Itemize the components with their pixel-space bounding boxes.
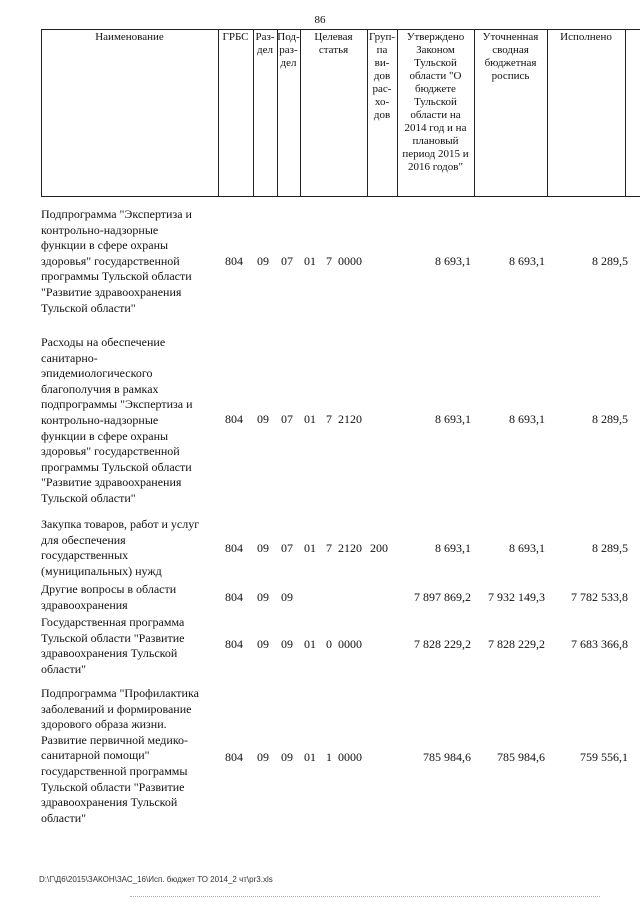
file-path-footer: D:\Г\Д6\2015\ЗАКОН\ЗАС_16\Исп. бюджет ТО 2014_2 чт\pr3.xls xyxy=(39,875,273,884)
header-grbs: ГРБС xyxy=(222,31,249,43)
approved-value: 7 828 229,2 xyxy=(414,637,471,651)
target-part-3: 0000 xyxy=(338,750,362,764)
header-name: Наименование xyxy=(95,31,164,43)
razdel-code: 09 xyxy=(257,637,269,651)
target-part-2: 0 xyxy=(326,637,332,651)
header-razdel: Раз- дел xyxy=(255,31,275,56)
approved-value: 785 984,6 xyxy=(423,750,471,764)
header-executed: Исполнено xyxy=(560,31,612,43)
grbs-code: 804 xyxy=(225,590,243,604)
row-name: Подпрограмма "Экспертиза и контрольно-надзорные функции в сфере охраны здоровья" государственной программы Тульской области "Развитие здравоохранения Тульской области" xyxy=(41,207,192,315)
executed-value: 759 556,1 xyxy=(580,750,628,764)
grbs-code: 804 xyxy=(225,412,243,426)
executed-value: 7 683 366,8 xyxy=(571,637,628,651)
header-approved: Утверждено Законом Тульской области "О бюджете Тульской области на 2014 год и на плановый период 2015 и 2016 годов" xyxy=(402,31,469,173)
podrazdel-code: 07 xyxy=(281,412,293,426)
podrazdel-code: 07 xyxy=(281,541,293,555)
executed-value: 8 289,5 xyxy=(592,541,628,555)
target-part-2: 7 xyxy=(326,254,332,268)
approved-value: 8 693,1 xyxy=(435,541,471,555)
target-part-3: 2120 xyxy=(338,412,362,426)
bottom-dotted-rule xyxy=(130,896,600,898)
podrazdel-code: 09 xyxy=(281,590,293,604)
header-target-article: Целевая статья xyxy=(314,31,353,56)
page-number: 86 xyxy=(314,14,326,26)
target-part-3: 0000 xyxy=(338,637,362,651)
refined-value: 8 693,1 xyxy=(509,541,545,555)
row-name: Расходы на обеспечение санитарно- эпидемиологического благополучия в рамках подпрограммы "Экспертиза и контрольно-надзорные функции в сфере охраны здоровья" государственной программы Тульской области "Развитие здравоохранения Тульской области" xyxy=(41,335,193,505)
target-part-1: 01 xyxy=(304,412,316,426)
refined-value: 8 693,1 xyxy=(509,412,545,426)
header-podrazdel: Под- раз- дел xyxy=(277,31,300,69)
target-part-2: 7 xyxy=(326,541,332,555)
podrazdel-code: 09 xyxy=(281,750,293,764)
expense-group-code: 200 xyxy=(370,541,388,555)
target-part-2: 7 xyxy=(326,412,332,426)
row-name: Подпрограмма "Профилактика заболеваний и формирование здорового образа жизни. Развитие первичной медико- санитарной помощи" государственной программы Тульской области "Развитие здравоохранения Тульской области" xyxy=(41,686,199,825)
refined-value: 7 828 229,2 xyxy=(488,637,545,651)
refined-value: 8 693,1 xyxy=(509,254,545,268)
grbs-code: 804 xyxy=(225,254,243,268)
approved-value: 8 693,1 xyxy=(435,254,471,268)
target-part-1: 01 xyxy=(304,541,316,555)
refined-value: 785 984,6 xyxy=(497,750,545,764)
target-part-2: 1 xyxy=(326,750,332,764)
header-refined: Уточненная сводная бюджетная роспись xyxy=(482,31,539,82)
razdel-code: 09 xyxy=(257,254,269,268)
header-expense-group: Груп- па ви- дов рас- хо- дов xyxy=(368,31,396,121)
razdel-code: 09 xyxy=(257,412,269,426)
row-name: Другие вопросы в области здравоохранения xyxy=(41,582,177,612)
grbs-code: 804 xyxy=(225,637,243,651)
row-name: Государственная программа Тульской области "Развитие здравоохранения Тульской области" xyxy=(41,615,185,676)
executed-value: 8 289,5 xyxy=(592,412,628,426)
refined-value: 7 932 149,3 xyxy=(488,590,545,604)
target-part-3: 2120 xyxy=(338,541,362,555)
approved-value: 8 693,1 xyxy=(435,412,471,426)
razdel-code: 09 xyxy=(257,541,269,555)
target-part-1: 01 xyxy=(304,254,316,268)
podrazdel-code: 09 xyxy=(281,637,293,651)
grbs-code: 804 xyxy=(225,541,243,555)
razdel-code: 09 xyxy=(257,590,269,604)
target-part-1: 01 xyxy=(304,637,316,651)
podrazdel-code: 07 xyxy=(281,254,293,268)
grbs-code: 804 xyxy=(225,750,243,764)
target-part-3: 0000 xyxy=(338,254,362,268)
executed-value: 8 289,5 xyxy=(592,254,628,268)
executed-value: 7 782 533,8 xyxy=(571,590,628,604)
row-name: Закупка товаров, работ и услуг для обеспечения государственных (муниципальных) нужд xyxy=(41,517,200,578)
target-part-1: 01 xyxy=(304,750,316,764)
approved-value: 7 897 869,2 xyxy=(414,590,471,604)
razdel-code: 09 xyxy=(257,750,269,764)
